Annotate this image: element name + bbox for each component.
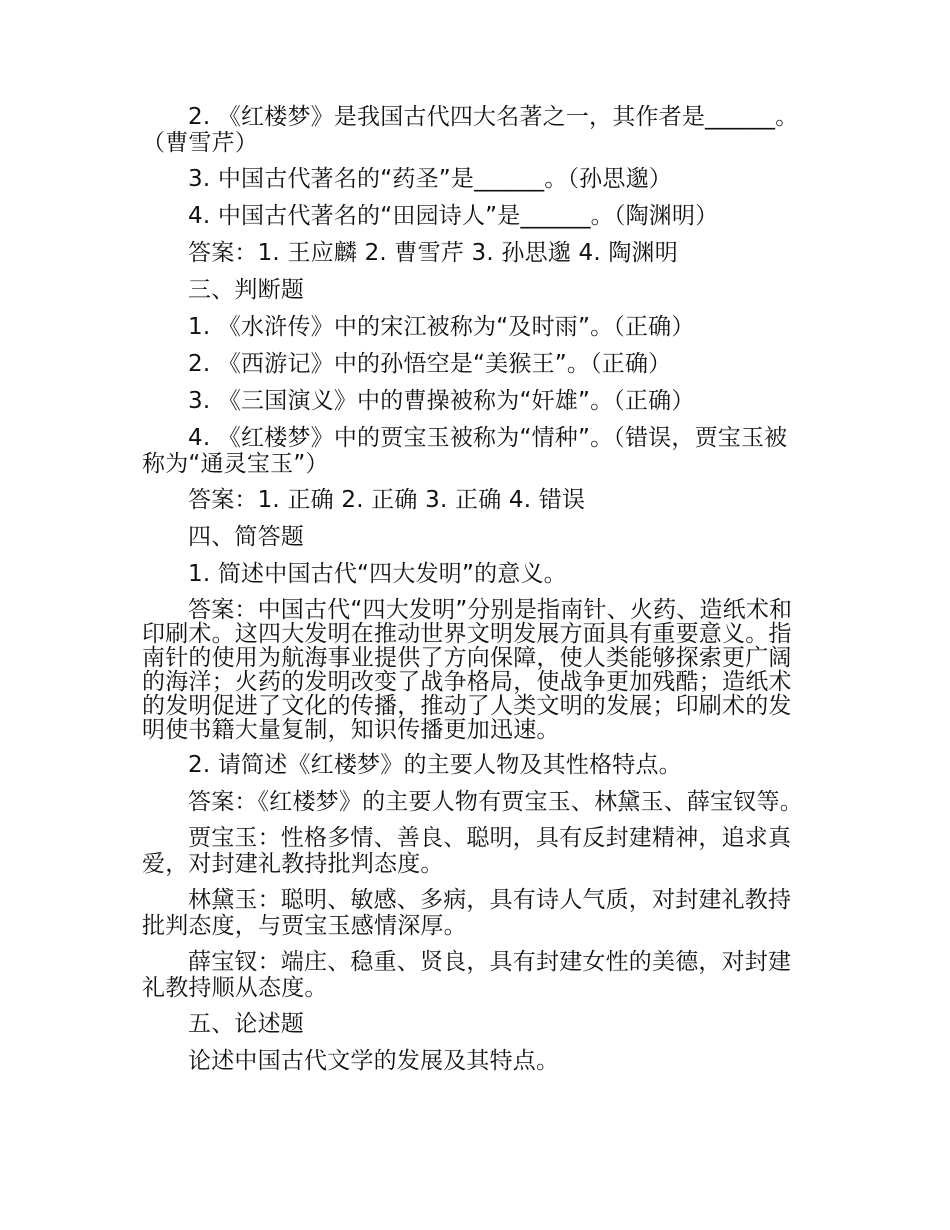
true-false-question-4: 4. 《红楼梦》中的贾宝玉被称为“情种”。（错误，贾宝玉被称为“通灵宝玉”）: [142, 425, 788, 477]
true-false-question-1: 1. 《水浒传》中的宋江被称为“及时雨”。（正确）: [188, 314, 695, 340]
character-lin-daiyu: 林黛玉：聪明、敏感、多病，具有诗人气质，对封建礼教持批判态度，与贾宝玉感情深厚。: [142, 887, 792, 939]
true-false-question-2: 2. 《西游记》中的孙悟空是“美猴王”。（正确）: [188, 351, 672, 377]
essay-question: 论述中国古代文学的发展及其特点。: [188, 1048, 560, 1074]
fill-blank-question-2: 2. 《红楼梦》是我国古代四大名著之一，其作者是______。（曹雪芹）: [142, 104, 799, 156]
fill-blank-answers: 答案：1. 王应麟 2. 曹雪芹 3. 孙思邈 4. 陶渊明: [188, 240, 678, 266]
section-heading-true-false: 三、判断题: [188, 277, 304, 303]
true-false-answers: 答案：1. 正确 2. 正确 3. 正确 4. 错误: [188, 487, 586, 513]
section-heading-short-answer: 四、简答题: [188, 524, 304, 550]
character-jia-baoyu: 贾宝玉：性格多情、善良、聪明，具有反封建精神，追求真爱，对封建礼教持批判态度。: [142, 825, 792, 877]
section-heading-essay: 五、论述题: [188, 1011, 304, 1037]
short-answer-answer-2-intro: 答案：《红楼梦》的主要人物有贾宝玉、林黛玉、薛宝钗等。: [188, 789, 803, 815]
character-xue-baochai: 薛宝钗：端庄、稳重、贤良，具有封建女性的美德，对封建礼教持顺从态度。: [142, 949, 792, 1001]
fill-blank-question-4: 4. 中国古代著名的“田园诗人”是______。（陶渊明）: [188, 203, 719, 229]
short-answer-question-1: 1. 简述中国古代“四大发明”的意义。: [188, 561, 567, 587]
document-page: [142, 104, 810, 1085]
short-answer-question-2: 2. 请简述《红楼梦》的主要人物及其性格特点。: [188, 752, 682, 778]
true-false-question-3: 3. 《三国演义》中的曹操被称为“奸雄”。（正确）: [188, 388, 695, 414]
short-answer-answer-1: 答案：中国古代“四大发明”分别是指南针、火药、造纸术和印刷术。这四大发明在推动世界文明发展方面具有重要意义。指南针的使用为航海事业提供了方向保障，使人类能够探索更广阔的海洋；火药的发明改变了战争格局，使战争更加残酷；造纸术的发明促进了文化的传播，推动了人类文明的发展；印刷术的发明使书籍大量复制，知识传播更加迅速。: [142, 597, 793, 743]
fill-blank-question-3: 3. 中国古代著名的“药圣”是______。（孙思邈）: [188, 166, 672, 192]
